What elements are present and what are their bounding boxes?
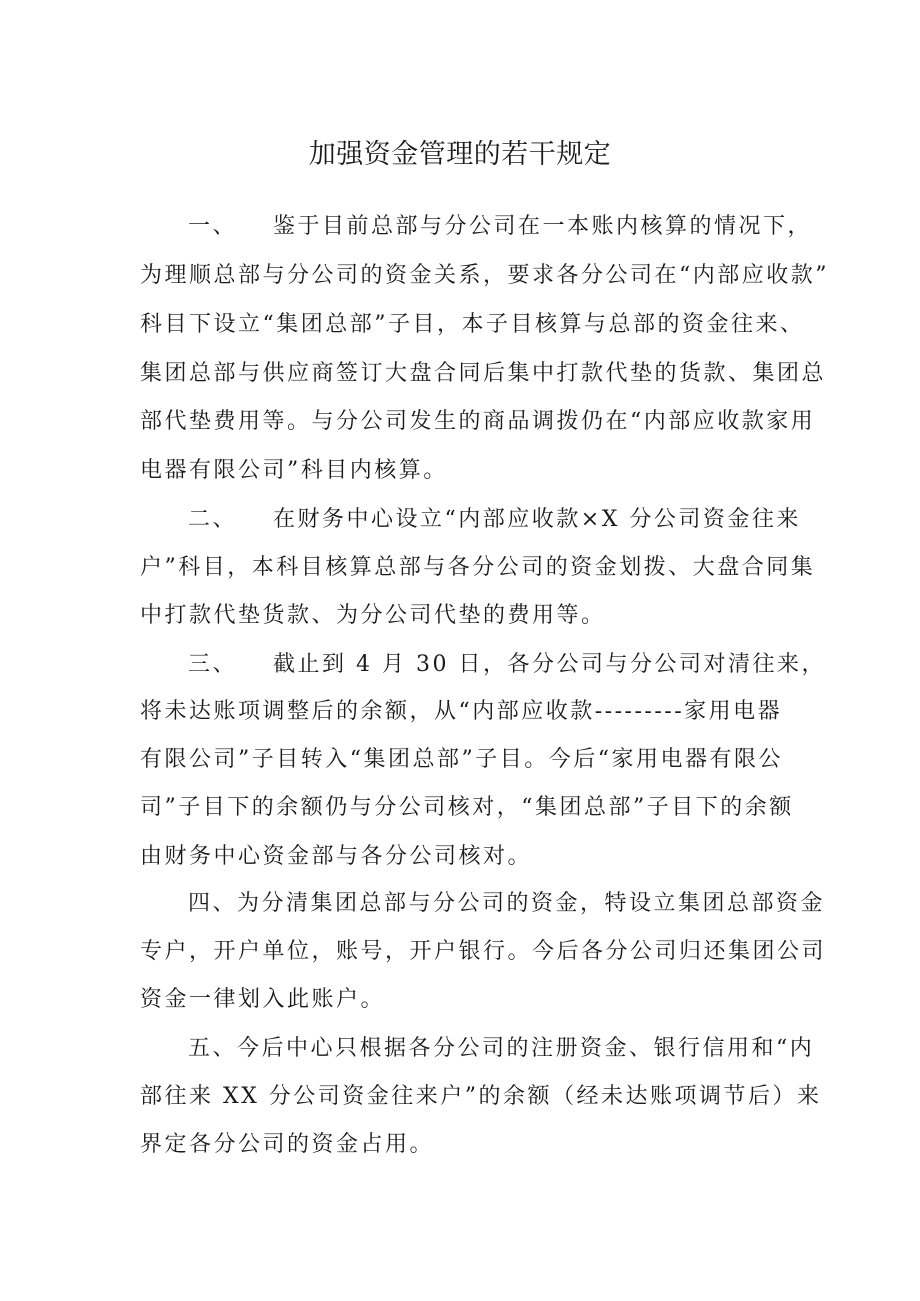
section-2-marker: 二、 [188, 507, 238, 532]
section-3-line-2: 将未达账项调整后的余额，从“内部应收款---------家用电器 [140, 699, 783, 724]
section-2-line-1: 在财务中心设立“内部应收款×X 分公司资金往来 [273, 507, 801, 532]
section-3-first-line [188, 650, 826, 680]
section-2-line-3: 中打款代垫货款、为分公司代垫的费用等。 [140, 603, 606, 628]
section-1-line-3: 科目下设立“集团总部”子目，本子目核算与总部的资金往来、 [140, 312, 805, 337]
section-1-line-4: 集团总部与供应商签订大盘合同后集中打款代垫的货款、集团总 [140, 361, 827, 386]
section-5-line-3: 界定各分公司的资金占用。 [140, 1132, 435, 1157]
section-3-line-5: 由财务中心资金部与各分公司核对。 [140, 844, 533, 869]
section-2-first-line [188, 505, 801, 535]
section-1-line-1: 鉴于目前总部与分公司在一本账内核算的情况下， [273, 214, 813, 239]
section-5-line-1: 五、今后中心只根据各分公司的注册资金、银行信用和“内 [188, 1036, 815, 1061]
section-1-first-line [188, 212, 812, 242]
section-2-line-2: 户”科目，本科目核算总部与各分公司的资金划拨、大盘合同集 [140, 555, 816, 580]
section-4-line-1: 四、为分清集团总部与分公司的资金，特设立集团总部资金 [188, 891, 826, 916]
section-1-line-5: 部代垫费用等。与分公司发生的商品调拨仍在“内部应收款家用 [140, 409, 816, 434]
section-3-line-1: 截止到 4 月 30 日，各分公司与分公司对清往来， [273, 652, 826, 677]
section-3-line-3: 有限公司”子目转入“集团总部”子目。今后“家用电器有限公 [140, 747, 783, 772]
section-5-line-2: 部往来 XX 分公司资金往来户”的余额（经未达账项调节后）来 [140, 1084, 822, 1109]
section-1-line-6: 电器有限公司”科目内核算。 [140, 458, 448, 483]
document-title: 加强资金管理的若干规定 [308, 139, 612, 170]
section-3-line-4: 司”子目下的余额仍与分公司核对，“集团总部”子目下的余额 [140, 795, 794, 820]
section-4-line-3: 资金一律划入此账户。 [140, 987, 386, 1012]
section-3-marker: 三、 [188, 652, 238, 677]
section-4-line-2: 专户，开户单位，账号，开户银行。今后各分公司归还集团公司 [140, 939, 827, 964]
section-1-line-2: 为理顺总部与分公司的资金关系，要求各分公司在“内部应收款” [140, 263, 829, 288]
section-1-marker: 一、 [188, 214, 238, 239]
